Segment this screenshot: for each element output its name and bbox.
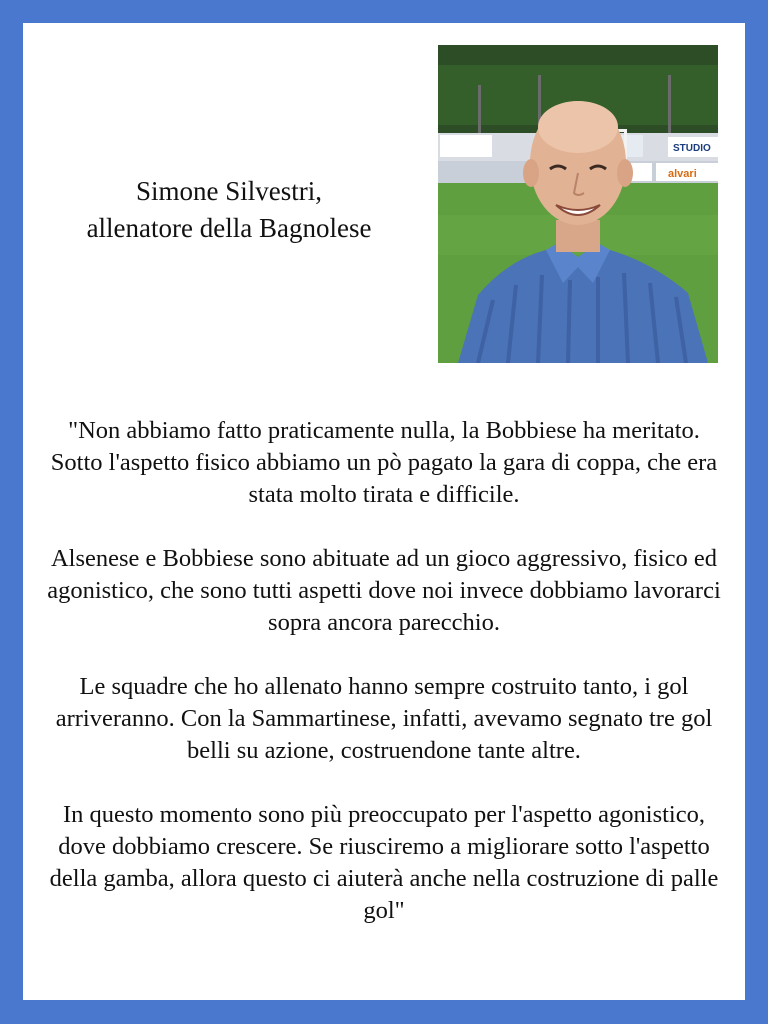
banner-text-1: STUDIO xyxy=(673,143,711,154)
banner-text-2: alvari xyxy=(668,168,697,180)
quote-block xyxy=(43,415,725,927)
photo-caption xyxy=(45,173,413,247)
quote-paragraph-3: Le squadre che ho allenato hanno sempre costruito tanto, i gol arriveranno. Con la Sammartinese, infatti, avevamo segnato tre gol belli su azione, costruendone tante altre. xyxy=(55,673,713,764)
quote-paragraph-2: Alsenese e Bobbiese sono abituate ad un gioco aggressivo, fisico ed agonistico, che sono tutti aspetti dove noi invece dobbiamo lavorarci sopra ancora parecchio. xyxy=(47,545,721,636)
content-sheet xyxy=(23,23,745,1000)
quote-paragraph-1: "Non abbiamo fatto praticamente nulla, la Bobbiese ha meritato. Sotto l'aspetto fisico abbiamo un pò pagato la gara di coppa, che era stata molto tirata e difficile. xyxy=(50,417,718,508)
coach-name: Simone Silvestri, xyxy=(135,176,322,206)
coach-photo xyxy=(438,45,718,363)
coach-role: allenatore della Bagnolese xyxy=(86,213,372,243)
quote-paragraph-4: In questo momento sono più preoccupato per l'aspetto agonistico, dove dobbiamo crescere. Se riusciremo a migliorare sotto l'aspetto della gamba, allora questo ci aiuterà anche nella costruzione di palle gol" xyxy=(49,801,719,924)
